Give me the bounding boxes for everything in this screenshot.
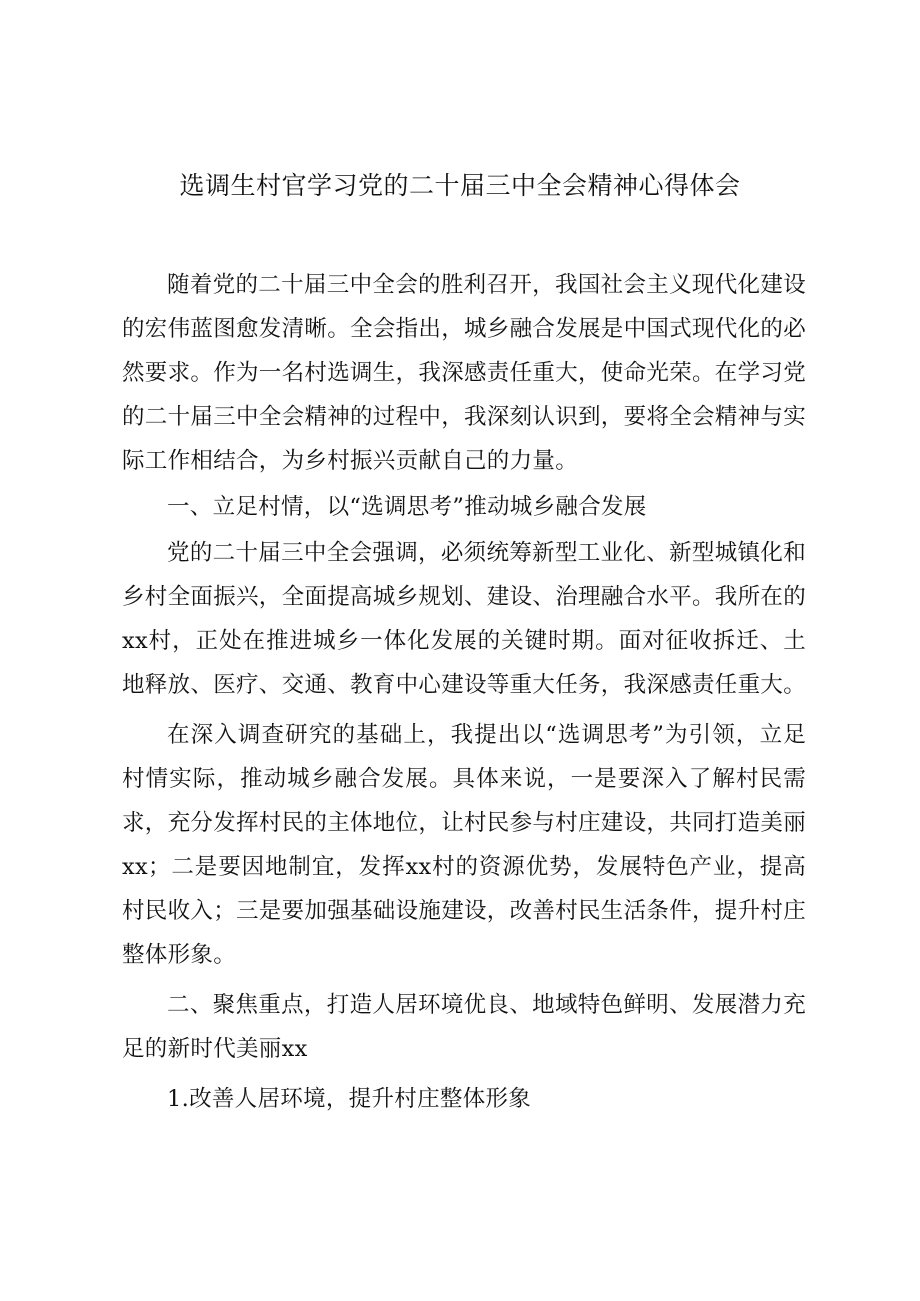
paragraph-intro: 随着党的二十届三中全会的胜利召开，我国社会主义现代化建设的宏伟蓝图愈发清晰。全会指出，城乡融合发展是中国式现代化的必然要求。作为一名村选调生，我深感责任重大，使命光荣。在学习党的二十届三中全会精神的过程中，我深刻认识到，要将全会精神与实际工作相结合，为乡村振兴贡献自己的力量。	[122, 272, 807, 474]
document-title: 选调生村官学习党的二十届三中全会精神心得体会	[179, 171, 741, 200]
section-heading-2: 二、聚焦重点，打造人居环境优良、地域特色鲜明、发展潜力充足的新时代美丽xx	[122, 992, 806, 1062]
document-body	[122, 263, 806, 1121]
subsection-heading-1: 1.改善人居环境，提升村庄整体形象	[167, 1086, 532, 1112]
section-heading-1: 一、立足村情，以“选调思考”推动城乡融合发展	[167, 494, 647, 520]
paragraph-section-1b: 在深入调查研究的基础上，我提出以“选调思考”为引领，立足村情实际，推动城乡融合发展。具体来说，一是要深入了解村民需求，充分发挥村民的主体地位，让村民参与村庄建设，共同打造美丽xx；二是要因地制宜，发挥xx村的资源优势，发展特色产业，提高村民收入；三是要加强基础设施建设，改善村民生活条件，提升村庄整体形象。	[122, 722, 807, 968]
paragraph-section-1a: 党的二十届三中全会强调，必须统筹新型工业化、新型城镇化和乡村全面振兴，全面提高城乡规划、建设、治理融合水平。我所在的xx村，正处在推进城乡一体化发展的关键时期。面对征收拆迁、土地释放、医疗、交通、教育中心建设等重大任务，我深感责任重大。	[122, 540, 807, 698]
